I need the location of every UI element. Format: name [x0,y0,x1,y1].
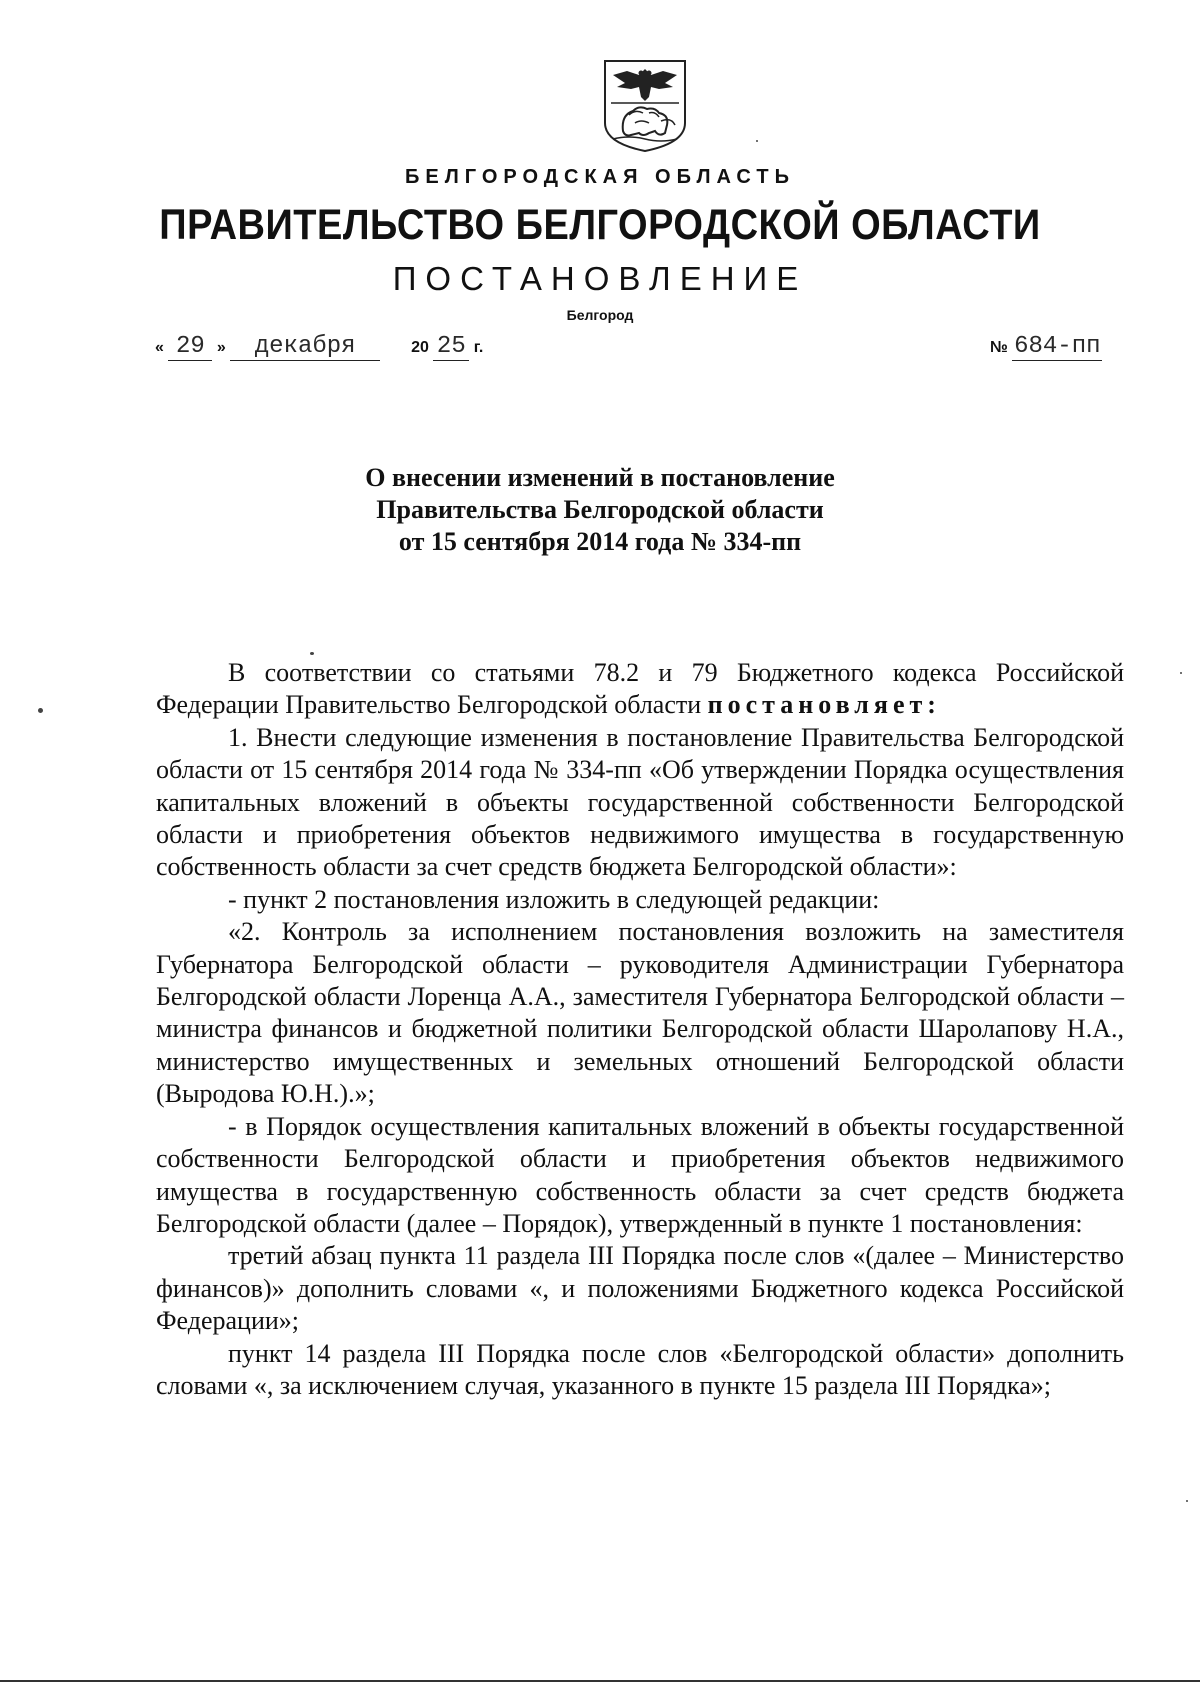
document-title [0,462,1200,558]
date-year: 25 [433,333,469,361]
title-line-2: Правительства Белгородской области [376,495,824,524]
date-suffix: г. [473,339,484,356]
coat-of-arms-icon [599,57,691,153]
number-prefix: № [990,339,1008,356]
government-name: ПРАВИТЕЛЬСТВО БЕЛГОРОДСКОЙ ОБЛАСТИ [159,202,1041,250]
date-century: 20 [411,339,429,356]
decree-date [155,333,483,361]
decree-number [990,333,1102,361]
document-type: ПОСТАНОВЛЕНИЕ [392,260,808,297]
paragraph-preamble [156,657,1124,722]
document-body [156,657,1124,1402]
date-month: декабря [230,333,380,361]
title-line-3: от 15 сентября 2014 года № 334-пп [398,527,802,556]
number-value: 684-пп [1014,333,1101,360]
preamble-resolves: постановляет: [707,690,941,720]
preamble-text: В соответствии со статьями 78.2 и 79 Бюджетного кодекса Российской Федерации Правительство Белгородской области [156,658,1124,720]
bottom-rule [0,1680,1200,1682]
date-close-quote: » [216,339,226,356]
paragraph-item-1: 1. Внести следующие изменения в постановление Правительства Белгородской области от 15 сентября 2014 года № 334-пп «Об утверждении Порядка осуществления капитальных вложений в объекты государственной собственности Белгородской области и приобретения объектов недвижимого имущества в государственную собственность области за счет средств бюджета Белгородской области»: [156,722,1124,882]
paragraph-control: «2. Контроль за исполнением постановления возложить на заместителя Губернатора Белгородской области – руководителя Администрации Губернатора Белгородской области Лоренца А.А., заместителя Губернатора Белгородской области – министра финансов и бюджетной политики Белгородской области Шаролапову Н.А., министерство имущественных и земельных отношений Белгородской области (Выродова Ю.Н.).»; [156,917,1124,1109]
city-name: Белгород [566,307,634,323]
paragraph-subitem-2: - пункт 2 постановления изложить в следующей редакции: [228,884,880,914]
region-name: БЕЛГОРОДСКАЯ ОБЛАСТЬ [405,166,795,188]
paragraph-procedure: - в Порядок осуществления капитальных вложений в объекты государственной собственности Белгородской области и приобретения объектов недвижимого имущества в государственную собственность области за счет средств бюджета Белгородской области (далее – Порядок), утвержденный в пункте 1 постановления: [156,1111,1124,1238]
paragraph-clause-11: третий абзац пункта 11 раздела III Порядка после слов «(далее – Министерство финансов)» дополнить словами «, и положениями Бюджетного кодекса Российской Федерации»; [156,1241,1124,1336]
title-line-1: О внесении изменений в постановление [365,463,835,492]
date-day: 29 [168,333,212,361]
paragraph-clause-14: пункт 14 раздела III Порядка после слов «Белгородской области» дополнить словами «, за исключением случая, указанного в пункте 15 раздела III Порядка»; [156,1338,1124,1400]
date-open-quote: « [155,339,164,356]
